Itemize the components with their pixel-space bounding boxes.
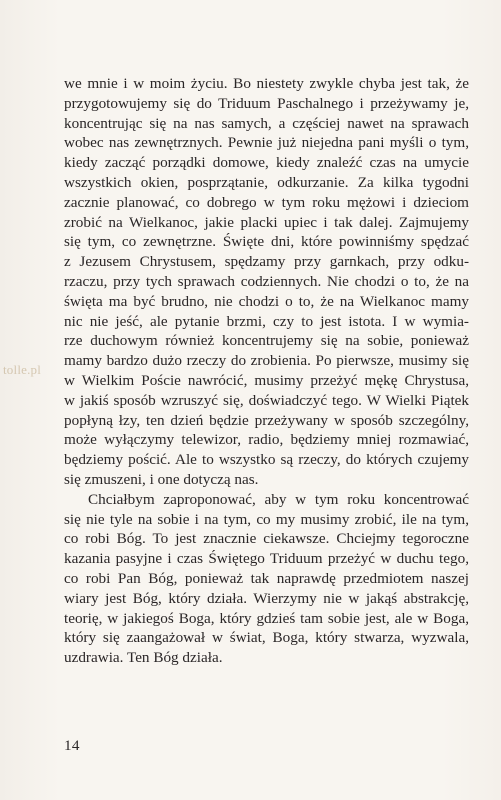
text-line: rze duchowym również koncentrujemy się na sobie, ponieważ — [64, 332, 469, 350]
text-line: może wyłączymy telewizor, radio, będziemy mniej rozmawiać, — [64, 431, 469, 449]
text-line: się tym, co zewnętrzne. Święte dni, które powinniśmy spędzać — [64, 233, 469, 251]
text-line: we mnie i w moim życiu. Bo niestety zwykle chyba jest tak, że — [64, 75, 469, 92]
text-line: koncentrując się na nas samych, a częściej nawet na sprawach — [64, 114, 469, 132]
text-line: nic nie jeść, ale pytanie brzmi, czy to jest istota. I w wymia- — [64, 312, 469, 330]
paragraph — [64, 490, 469, 668]
text-line: w Wielkim Poście nawrócić, musimy przeżyć mękę Chrystusa, — [64, 371, 469, 389]
page-number: 14 — [64, 737, 80, 754]
text-line: popłyną łzy, ten dzień będzie przeżywany w sposób szczególny, — [64, 411, 469, 429]
text-line: święta ma być brudno, nie chodzi o to, że na Wielkanoc mamy — [64, 292, 469, 310]
text-line: uzdrawia. Ten Bóg działa. — [64, 649, 223, 667]
text-line: z Jezusem Chrystusem, spędzamy przy garnkach, przy odku- — [64, 253, 469, 271]
text-line: przygotowujemy się do Triduum Paschalnego i przeżywamy je, — [64, 94, 469, 112]
text-line: w jakiś sposób wzruszyć się, doświadczyć tego. W Wielki Piątek — [64, 391, 469, 409]
text-line: mamy bardzo dużo rzeczy do zrobienia. Po pierwsze, musimy się — [64, 352, 469, 370]
text-line: rzaczu, przy tych sprawach codziennych. Nie chodzi o to, że na — [64, 272, 469, 290]
text-line: wiary jest Bóg, który działa. Wierzymy nie w jakąś abstrakcję, — [64, 589, 469, 607]
text-line: co robi Bóg. To jest znacznie ciekawsze. Chciejmy tegoroczne — [64, 530, 469, 548]
text-line: zacznie planować, co dobrego w tym roku mężowi i dzieciom — [64, 193, 469, 211]
paragraph — [64, 74, 469, 490]
text-line: wszystkich okien, posprzątanie, odkurzanie. Za kilka tygodni — [64, 173, 469, 191]
text-line: który się zaangażował w świat, Boga, który stwarza, wyzwala, — [64, 629, 469, 647]
body-text — [64, 74, 469, 668]
text-line: kazania pasyjne i czas Świętego Triduum przeżyć w duchu tego, — [64, 550, 469, 568]
text-line: będziemy pościć. Ale to wszystko są rzeczy, do których czujemy — [64, 451, 469, 469]
watermark: tolle.pl — [3, 362, 42, 377]
text-line: się zmuszeni, i one dotyczą nas. — [64, 470, 259, 488]
text-line: co robi Pan Bóg, ponieważ tak naprawdę przedmiotem naszej — [64, 569, 469, 587]
text-line: teorię, w jakiegoś Boga, który gdzieś tam sobie jest, ale w Boga, — [64, 609, 469, 627]
text-line: zrobić na Wielkanoc, jakie placki upiec i tak dalej. Zajmujemy — [64, 213, 469, 231]
text-line: wobec nas zewnętrznych. Pewnie już niejedna pani myśli o tym, — [64, 134, 469, 152]
text-line: Chciałbym zaproponować, aby w tym roku koncentrować — [88, 490, 469, 508]
text-line: kiedy zacząć porządki domowe, kiedy znaleźć czas na umycie — [64, 154, 469, 172]
text-line: się nie tyle na sobie i na tym, co my musimy zrobić, ile na tym, — [64, 510, 469, 528]
